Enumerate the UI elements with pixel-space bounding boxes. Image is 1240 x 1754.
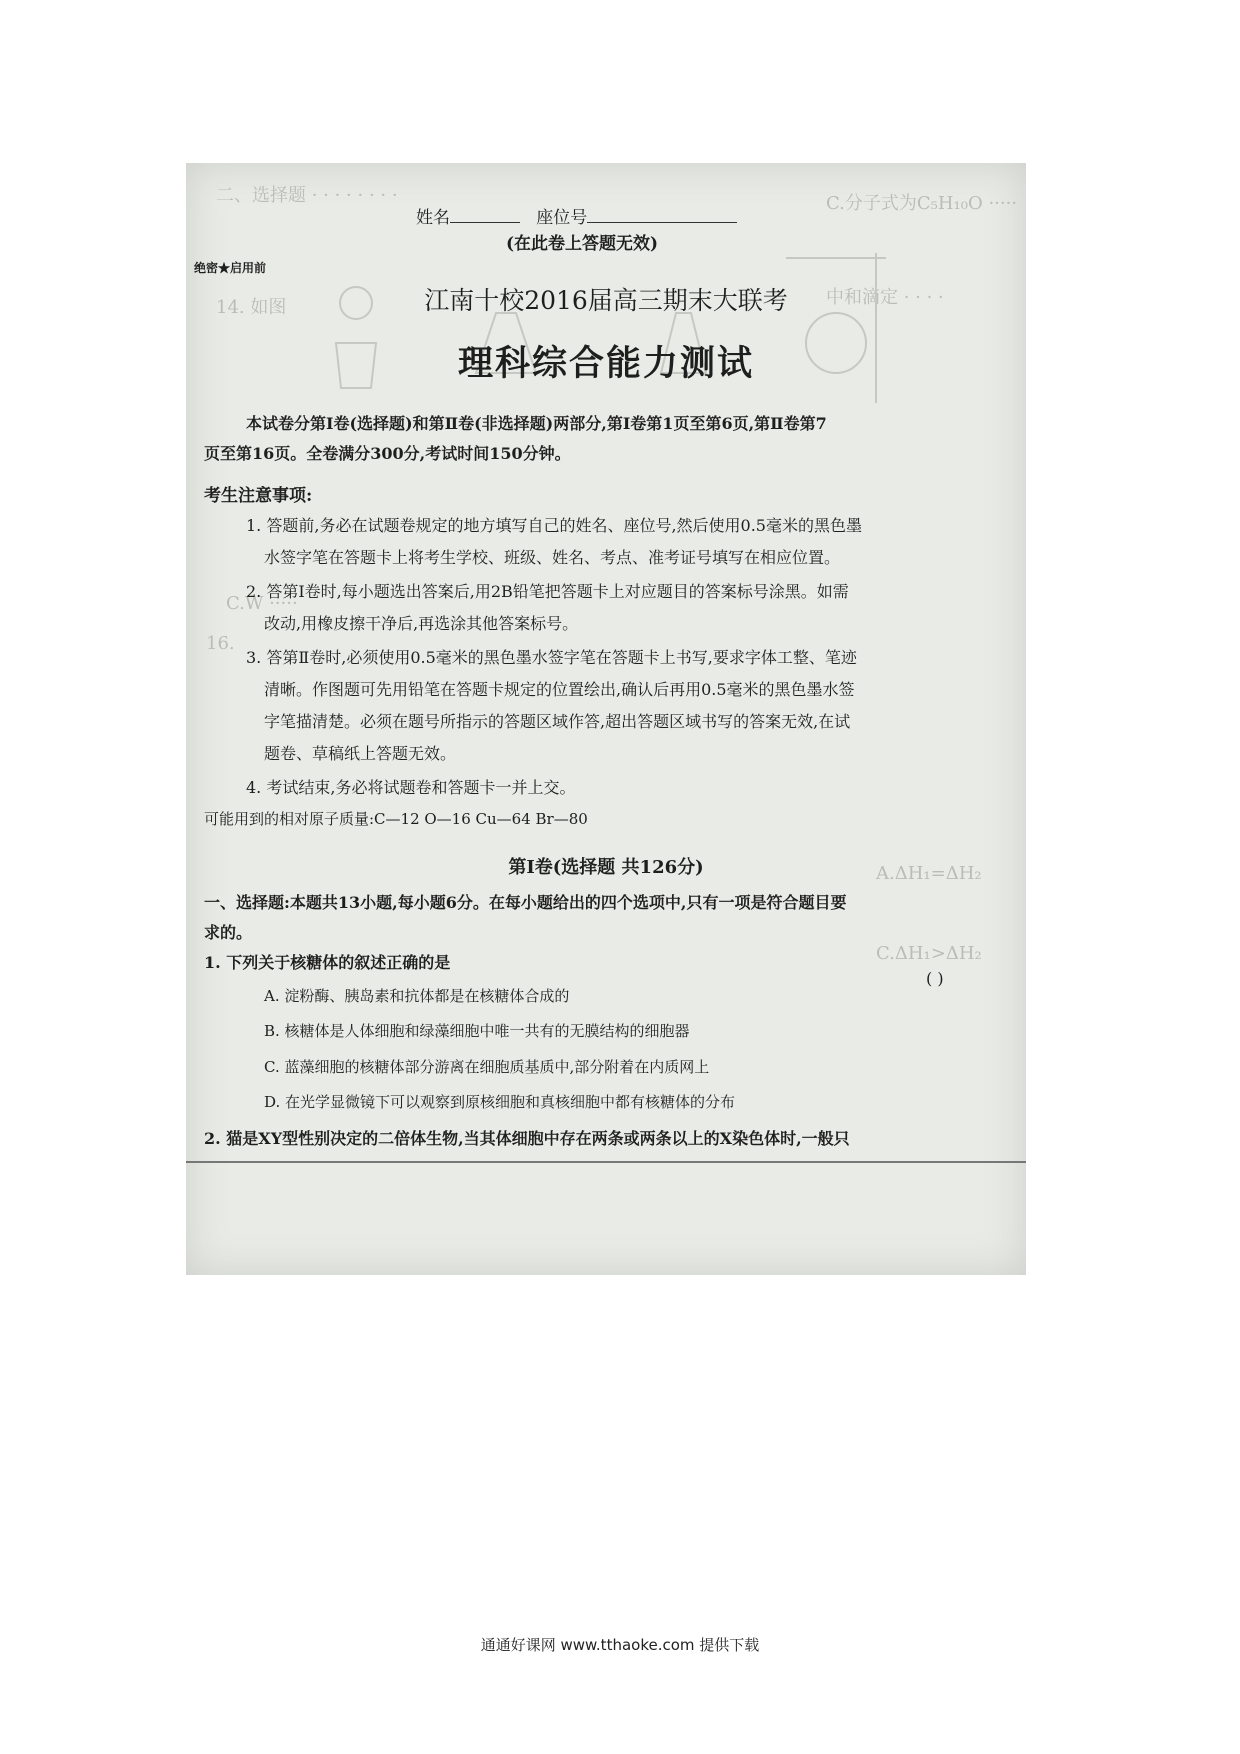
question-2-stem: 2. 猫是XY型性别决定的二倍体生物,当其体细胞中存在两条或两条以上的X染色体时,一般只	[204, 1129, 850, 1148]
bleed-through-text: 16.	[206, 633, 235, 654]
question-1-option-a: A. 淀粉酶、胰岛素和抗体都是在核糖体合成的	[264, 987, 570, 1005]
exam-title: 江南十校2016届高三期末大联考	[424, 286, 788, 315]
seat-label: 座位号	[536, 208, 588, 228]
atomic-mass-line: 可能用到的相对原子质量:C—12 O—16 Cu—64 Br—80	[204, 810, 588, 828]
download-source-footer: 通通好课网 www.tthaoke.com 提供下载	[480, 1636, 760, 1654]
bleed-through-text: A.ΔH₁=ΔH₂	[876, 863, 982, 884]
answer-invalid-note: (在此卷上答题无效)	[506, 234, 659, 254]
intro-line-1: 本试卷分第Ⅰ卷(选择题)和第Ⅱ卷(非选择题)两部分,第Ⅰ卷第1页至第6页,第Ⅱ卷第7	[246, 414, 827, 433]
name-label: 姓名	[416, 208, 450, 228]
bleed-through-text: 14. 如图	[216, 297, 287, 318]
page-bottom-rule	[186, 1161, 1026, 1163]
bleed-through-text: C.分子式为C₅H₁₀O ·····	[826, 193, 1018, 214]
bleed-through-text: C.ΔH₁>ΔH₂	[876, 943, 982, 964]
notice-heading: 考生注意事项:	[204, 486, 313, 506]
exam-subtitle: 理科综合能力测试	[457, 343, 754, 384]
notice-line: 字笔描清楚。必须在题号所指示的答题区域作答,超出答题区域书写的答案无效,在试	[264, 712, 851, 731]
notice-line: 1. 答题前,务必在试题卷规定的地方填写自己的姓名、座位号,然后使用0.5毫米的黑色墨	[246, 516, 862, 535]
secret-mark: 绝密★启用前	[194, 261, 267, 275]
bleed-through-text: C.W ·····	[226, 593, 298, 614]
bleed-through-text: 中和滴定 · · · ·	[826, 287, 944, 308]
section-desc-line-2: 求的。	[204, 923, 253, 942]
seat-blank	[587, 222, 737, 223]
section-title: 第Ⅰ卷(选择题 共126分)	[508, 857, 704, 878]
question-1-option-b: B. 核糖体是人体细胞和绿藻细胞中唯一共有的无膜结构的细胞器	[264, 1022, 690, 1040]
question-1-answer-bracket: ( )	[926, 969, 944, 988]
notice-line: 改动,用橡皮擦干净后,再选涂其他答案标号。	[264, 614, 579, 633]
name-blank	[450, 222, 520, 223]
notice-line: 3. 答第Ⅱ卷时,必须使用0.5毫米的黑色墨水签字笔在答题卡上书写,要求字体工整、笔迹	[246, 648, 857, 667]
notice-line: 2. 答第Ⅰ卷时,每小题选出答案后,用2B铅笔把答题卡上对应题目的答案标号涂黑。如需	[246, 582, 849, 601]
scanned-exam-page	[186, 163, 1026, 1275]
question-1-option-c: C. 蓝藻细胞的核糖体部分游离在细胞质基质中,部分附着在内质网上	[264, 1058, 710, 1076]
bleed-through-text: 二、选择题 · · · · · · · ·	[216, 185, 398, 206]
section-desc-line-1: 一、选择题:本题共13小题,每小题6分。在每小题给出的四个选项中,只有一项是符合题目要	[204, 893, 847, 912]
notice-line: 清晰。作图题可先用铅笔在答题卡规定的位置绘出,确认后再用0.5毫米的黑色墨水签	[264, 680, 855, 699]
notice-line: 题卷、草稿纸上答题无效。	[264, 744, 457, 763]
intro-line-2: 页至第16页。全卷满分300分,考试时间150分钟。	[204, 444, 571, 463]
notice-line: 4. 考试结束,务必将试题卷和答题卡一并上交。	[246, 778, 576, 797]
question-1-stem: 1. 下列关于核糖体的叙述正确的是	[204, 953, 451, 972]
question-1-option-d: D. 在光学显微镜下可以观察到原核细胞和真核细胞中都有核糖体的分布	[264, 1093, 736, 1111]
notice-line: 水签字笔在答题卡上将考生学校、班级、姓名、考点、准考证号填写在相应位置。	[264, 548, 841, 567]
